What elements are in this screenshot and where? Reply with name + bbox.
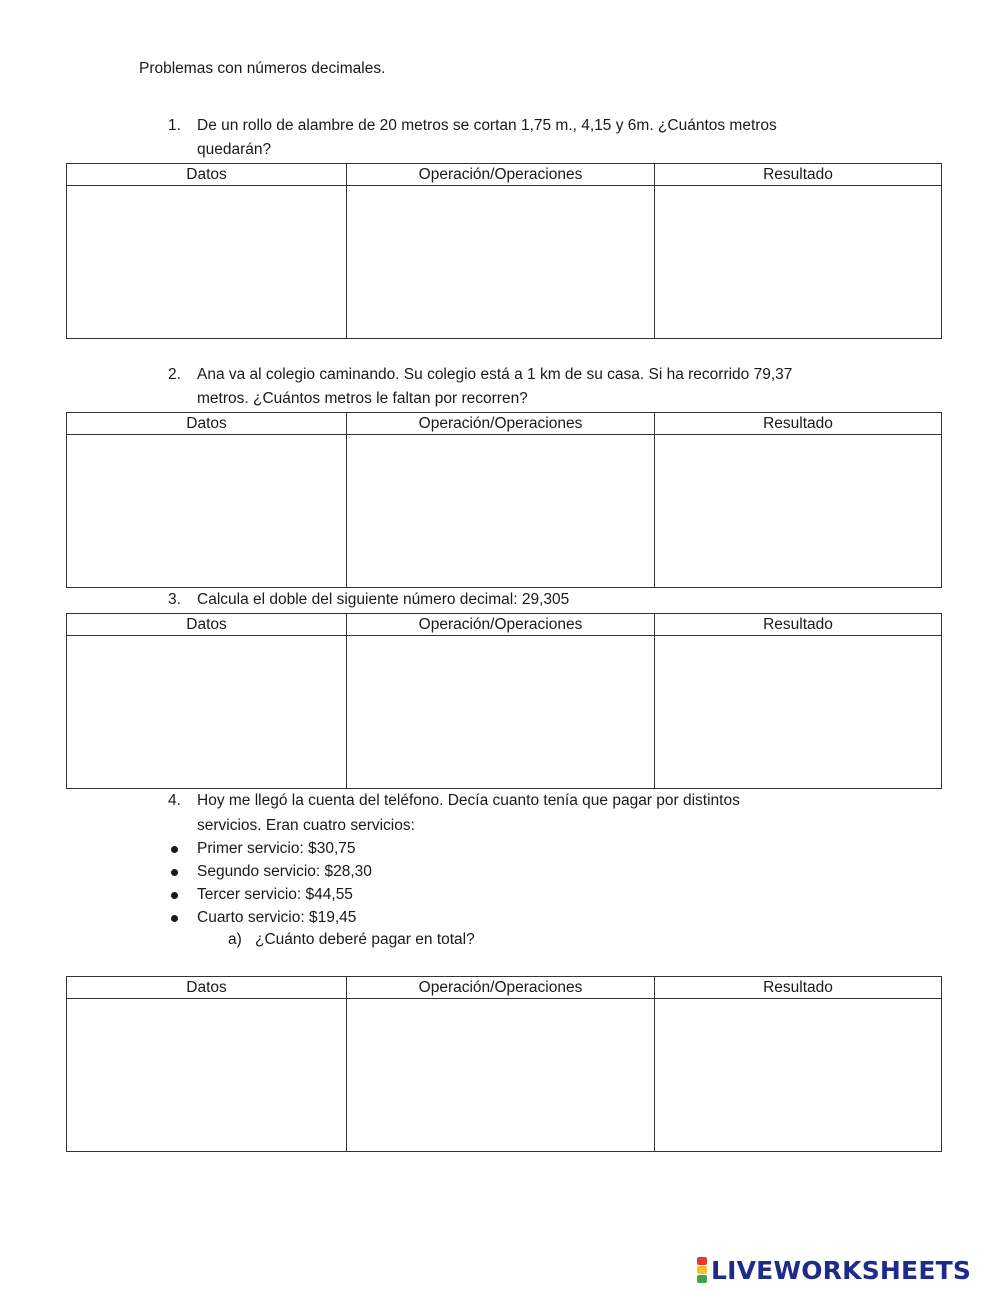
operaciones-header: Operación/Operaciones	[347, 614, 655, 636]
service-item-2: Segundo servicio: $28,30	[197, 863, 372, 880]
problem-2-text-line-1: Ana va al colegio caminando. Su colegio está a 1 km de su casa. Si ha recorrido 79,37	[197, 366, 793, 383]
bullet-icon	[171, 915, 178, 922]
operaciones-header: Operación/Operaciones	[347, 977, 655, 999]
logo-block	[697, 1275, 707, 1283]
subquestion-label: a)	[228, 931, 242, 948]
problem-3-text-line-1: Calcula el doble del siguiente número decimal: 29,305	[197, 591, 570, 608]
problem-3-answer-table	[66, 613, 942, 789]
operaciones-answer-cell[interactable]	[347, 636, 655, 789]
resultado-header: Resultado	[655, 614, 942, 636]
liveworksheets-logo-icon	[697, 1257, 707, 1283]
operaciones-header: Operación/Operaciones	[347, 164, 655, 186]
operaciones-answer-cell[interactable]	[347, 186, 655, 339]
logo-block	[697, 1257, 707, 1265]
resultado-header: Resultado	[655, 977, 942, 999]
problem-4-text-line-2: servicios. Eran cuatro servicios:	[197, 817, 415, 834]
subquestion-text: ¿Cuánto deberé pagar en total?	[255, 931, 475, 948]
problem-2-text-line-2: metros. ¿Cuántos metros le faltan por recorren?	[197, 390, 528, 407]
service-item-3: Tercer servicio: $44,55	[197, 886, 353, 903]
resultado-answer-cell[interactable]	[655, 186, 942, 339]
bullet-icon	[171, 869, 178, 876]
brand-name: LIVEWORKSHEETS	[711, 1255, 972, 1285]
problem-3-number: 3.	[168, 591, 181, 608]
datos-answer-cell[interactable]	[67, 636, 347, 789]
resultado-answer-cell[interactable]	[655, 636, 942, 789]
problem-1-answer-table	[66, 163, 942, 339]
problem-2-number: 2.	[168, 366, 181, 383]
datos-answer-cell[interactable]	[67, 999, 347, 1152]
operaciones-answer-cell[interactable]	[347, 999, 655, 1152]
datos-answer-cell[interactable]	[67, 435, 347, 588]
problem-1-text-line-2: quedarán?	[197, 141, 272, 158]
problem-4-number: 4.	[168, 792, 181, 809]
datos-header: Datos	[67, 977, 347, 999]
resultado-answer-cell[interactable]	[655, 435, 942, 588]
bullet-icon	[171, 846, 178, 853]
problem-4-text-line-1: Hoy me llegó la cuenta del teléfono. Decía cuanto tenía que pagar por distintos	[197, 792, 740, 809]
problem-4-answer-table	[66, 976, 942, 1152]
problem-2-answer-table	[66, 412, 942, 588]
operaciones-header: Operación/Operaciones	[347, 413, 655, 435]
page-title: Problemas con números decimales.	[139, 60, 386, 77]
datos-answer-cell[interactable]	[67, 186, 347, 339]
resultado-answer-cell[interactable]	[655, 999, 942, 1152]
operaciones-answer-cell[interactable]	[347, 435, 655, 588]
resultado-header: Resultado	[655, 164, 942, 186]
problem-1-number: 1.	[168, 117, 181, 134]
resultado-header: Resultado	[655, 413, 942, 435]
problem-1-text-line-1: De un rollo de alambre de 20 metros se cortan 1,75 m., 4,15 y 6m. ¿Cuántos metros	[197, 117, 777, 134]
datos-header: Datos	[67, 413, 347, 435]
service-item-4: Cuarto servicio: $19,45	[197, 909, 357, 926]
logo-block	[697, 1266, 707, 1274]
service-item-1: Primer servicio: $30,75	[197, 840, 356, 857]
liveworksheets-brand[interactable]	[697, 1256, 971, 1284]
datos-header: Datos	[67, 164, 347, 186]
datos-header: Datos	[67, 614, 347, 636]
bullet-icon	[171, 892, 178, 899]
